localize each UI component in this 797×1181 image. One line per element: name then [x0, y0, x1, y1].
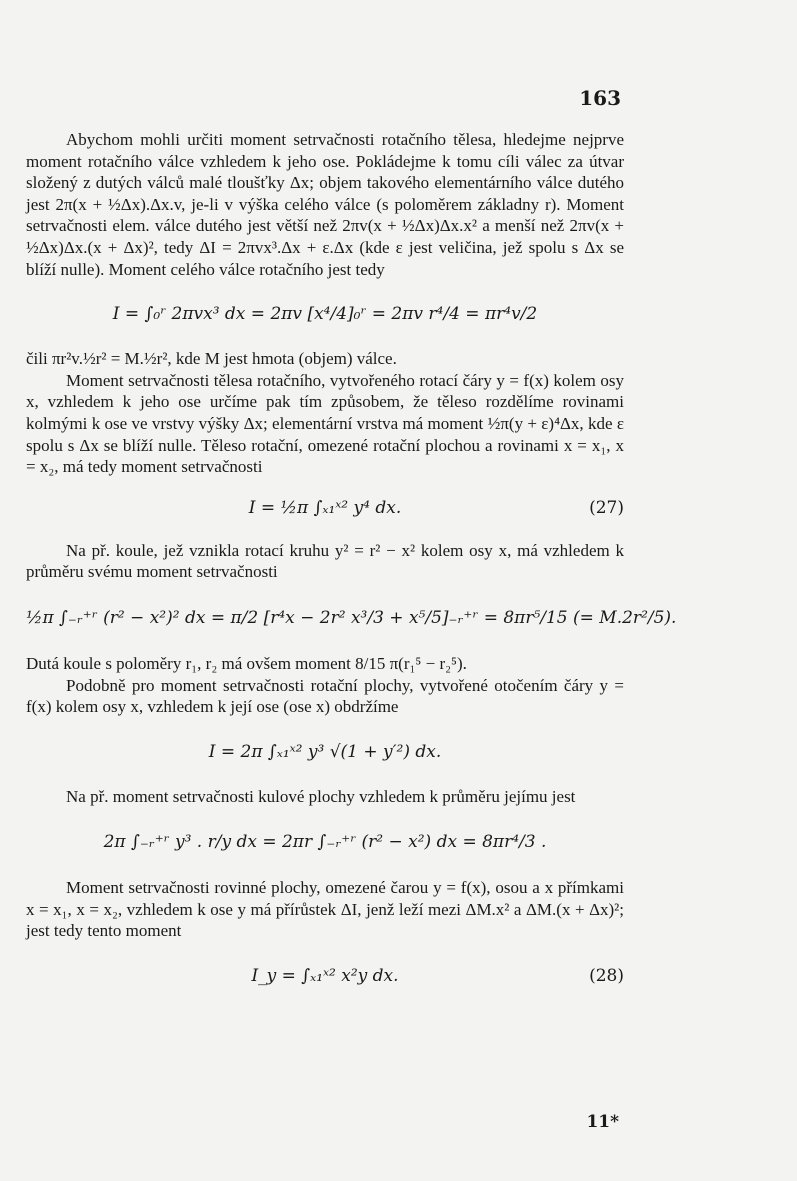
paragraph-plane-area: Moment setrvačnosti rovinné plochy, omezené čarou y = f(x), osou a x přímkami x = x₁, x = x₂, vzhledem k ose y má přírůstek ΔI, jenž leží mezi ΔM.x² a ΔM.(x + Δx)²; jest tedy tento moment [26, 878, 624, 941]
paragraph-hollow-sphere: Dutá koule s poloměry r₁, r₂ má ovšem moment 8/15 π(r₁⁵ − r₂⁵). [26, 653, 467, 673]
equation-spherical-surface: 2π ∫₋ᵣ⁺ʳ y³ . r/y dx = 2πr ∫₋ᵣ⁺ʳ (r² − x²) dx = 8πr⁴/3 . [103, 832, 547, 853]
equation-27 [26, 484, 624, 532]
equation-surface-moment: I = 2π ∫ₓ₁ˣ² y³ √(1 + y′²) dx. [208, 741, 442, 762]
equation-sphere-moment: ½π ∫₋ᵣ⁺ʳ (r² − x²)² dx = π/2 [r⁴x − 2r² x³/3 + x⁵/5]₋ᵣ⁺ʳ = 8πr⁵/15 (= M.2r²/5). [26, 607, 677, 628]
paragraph-rotational-body: Moment setrvačnosti tělesa rotačního, vytvořeného rotací čáry y = f(x) kolem osy x, vzhledem k jeho ose určíme pak tím způsobem, že těleso rozdělíme rovinami kolmými k ose ve vrstvy výšky Δx; elementární vrstva má moment ½π(y + ε)⁴Δx, kde ε spolu s Δx se blíží nulle. Těleso rotační, omezené rotační plochou a rovinami x = x₁, x = x₂, má tedy moment setrvačnosti [26, 370, 624, 477]
paragraph-rotating-cylinder: Abychom mohli určiti moment setrvačnosti rotačního tělesa, hledejme nejprve moment rotačního válce vzhledem k jeho ose. Pokládejme k tomu cíli válec za útvar složený z dutých válců malé tloušťky Δx; objem takového elementárního válce dutého jest 2π(x + ½Δx).Δx.v, je-li v výška celého válce (s poloměrem základny r). Moment setrvačnosti elem. válce dutého jest větší než 2πv(x + ½Δx)Δx.x² a menší než 2πv(x + ½Δx)Δx.(x + Δx)², tedy ΔI = 2πvx³.Δx + ε.Δx (kde ε jest veličina, jež spolu s Δx se blíží nulle). Moment celého válce rotačního jest tedy [26, 130, 624, 279]
page-number: 163 [579, 86, 621, 110]
paragraph-rotation-surface: Podobně pro moment setrvačnosti rotační plochy, vytvořené otočením čáry y = f(x) kolem osy x, vzhledem k její ose (ose x) obdržíme [26, 675, 624, 717]
paragraph-mass-relation: čili πr²v.½r² = M.½r², kde M jest hmota (objem) válce. [26, 349, 397, 369]
equation-number-27: (27) [589, 497, 624, 518]
equation-27-body: I = ½π ∫ₓ₁ˣ² y⁴ dx. [248, 497, 402, 518]
paragraph-spherical-surface: Na př. moment setrvačnosti kulové plochy vzhledem k průměru jejímu jest [66, 786, 576, 806]
page-body [26, 129, 677, 1010]
equation-28-body: I_y = ∫ₓ₁ˣ² x²y dx. [251, 966, 399, 987]
equation-cylinder-moment: I = ∫₀ʳ 2πvx³ dx = 2πv [x⁴/4]₀ʳ = 2πv r⁴/4 = πr⁴v/2 [112, 304, 538, 325]
equation-28 [26, 950, 624, 1002]
signature-mark: 11* [586, 1112, 619, 1132]
equation-number-28: (28) [589, 966, 624, 987]
paragraph-sphere-example: Na př. koule, jež vznikla rotací kruhu y² = r² − x² kolem osy x, má vzhledem k průměru svému moment setrvačnosti [26, 540, 624, 582]
